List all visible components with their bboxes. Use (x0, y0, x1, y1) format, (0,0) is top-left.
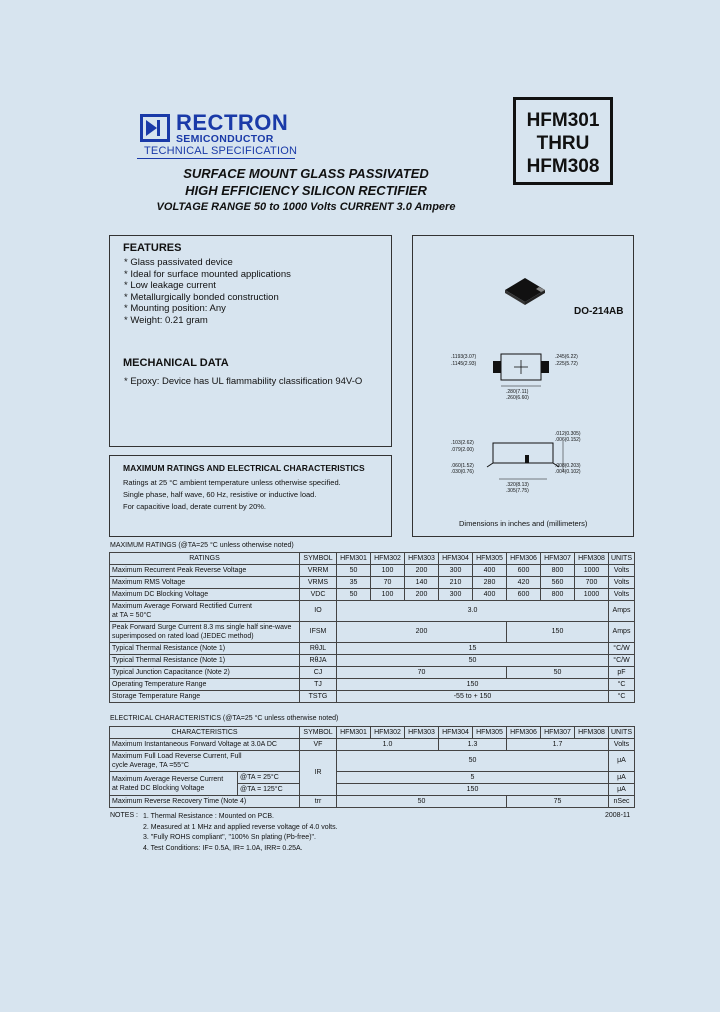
cell: 1.0 (337, 739, 439, 751)
table-row (110, 667, 635, 679)
row-label (110, 751, 300, 772)
ratings-note-box (109, 455, 392, 537)
features-heading: FEATURES (123, 242, 182, 254)
dim-label: .225(5.72) (555, 361, 578, 367)
cell: 200 (405, 589, 439, 601)
row-label-line: Peak Forward Surge Current 8.3 ms single half sine-wave (112, 624, 292, 631)
dim-label: .260(6.60) (506, 395, 529, 401)
note-item: 2. Measured at 1 MHz and applied reverse voltage of 4.0 volts. (143, 823, 338, 831)
row-unit: μA (609, 784, 635, 796)
brand-sub: SEMICONDUCTOR (176, 133, 274, 145)
max-ratings-table (109, 552, 635, 703)
dimension-note: Dimensions in inches and (millimeters) (459, 519, 588, 528)
cell: 35 (337, 577, 371, 589)
header-cell: HFM303 (405, 727, 439, 739)
row-label: Maximum DC Blocking Voltage (110, 589, 300, 601)
header-cell: HFM305 (473, 727, 507, 739)
header-cell: HFM304 (439, 727, 473, 739)
max-ratings-title: MAXIMUM RATINGS (@TA=25 °C unless otherwise noted) (110, 542, 294, 549)
row-label-line: cycle Average, TA =55°C (112, 762, 189, 769)
table-row (110, 655, 635, 667)
header-cell: SYMBOL (300, 553, 337, 565)
header-cell: UNITS (609, 727, 635, 739)
logo-divider (137, 158, 295, 159)
row-label: Maximum RMS Voltage (110, 577, 300, 589)
elec-table (109, 726, 635, 808)
dim-label: .079(2.00) (451, 447, 474, 453)
cell: 50 (507, 667, 609, 679)
cell: 200 (337, 622, 507, 643)
brand-name: RECTRON (176, 110, 289, 135)
cell: 150 (337, 784, 609, 796)
header-cell: HFM301 (337, 727, 371, 739)
row-unit: °C/W (609, 655, 635, 667)
dim-label: .030(0.76) (451, 469, 474, 475)
cell: 50 (337, 565, 371, 577)
note-item: 1. Thermal Resistance : Mounted on PCB. (143, 813, 274, 820)
ratings-heading: MAXIMUM RATINGS AND ELECTRICAL CHARACTERISTICS (123, 463, 365, 473)
cell: 150 (507, 622, 609, 643)
row-label-line: at TA = 50°C (112, 612, 152, 619)
row-label (110, 601, 300, 622)
cell: 280 (473, 577, 507, 589)
cell: 300 (439, 565, 473, 577)
row-label: Maximum Reverse Recovery Time (Note 4) (110, 796, 300, 808)
table-row (110, 691, 635, 703)
row-symbol: VRRM (300, 565, 337, 577)
row-label-line: superimposed on rated load (JEDEC method) (112, 633, 254, 640)
elec-title: ELECTRICAL CHARACTERISTICS (@TA=25 °C unless otherwise noted) (110, 715, 339, 722)
feature-item: * Glass passivated device (124, 257, 233, 268)
row-symbol: VRMS (300, 577, 337, 589)
header-cell: RATINGS (110, 553, 300, 565)
notes-list (143, 812, 338, 854)
title-line-2: HIGH EFFICIENCY SILICON RECTIFIER (185, 183, 427, 198)
row-unit: pF (609, 667, 635, 679)
dim-label: .305(7.75) (506, 488, 529, 494)
cell: 5 (337, 772, 609, 784)
table-row (110, 751, 635, 772)
row-symbol: RθJA (300, 655, 337, 667)
row-label-line: at Rated DC Blocking Voltage (112, 784, 205, 792)
feature-item: * Weight: 0.21 gram (124, 314, 208, 326)
dim-label: .004(0.102) (555, 469, 581, 475)
row-symbol: VF (300, 739, 337, 751)
row-symbol: TJ (300, 679, 337, 691)
header-cell: HFM303 (405, 553, 439, 565)
header-cell: HFM308 (575, 727, 609, 739)
table-header (110, 553, 635, 565)
cell: 800 (541, 589, 575, 601)
dim-label: .060(1.52) (451, 463, 474, 469)
cell: 600 (507, 589, 541, 601)
condition-cell: @TA = 25°C (238, 772, 300, 784)
row-unit: Volts (609, 739, 635, 751)
header-cell: HFM302 (371, 553, 405, 565)
header-cell: HFM308 (575, 553, 609, 565)
row-label: Maximum Recurrent Peak Reverse Voltage (110, 565, 300, 577)
row-unit: μA (609, 751, 635, 772)
cell: 1.7 (507, 739, 609, 751)
package-label: DO-214AB (574, 306, 624, 317)
cell: 70 (371, 577, 405, 589)
table-row (110, 739, 635, 751)
row-label: Typical Thermal Resistance (Note 1) (110, 655, 300, 667)
header-cell: HFM306 (507, 553, 541, 565)
row-unit: °C/W (609, 643, 635, 655)
ratings-note-line: For capacitive load, derate current by 20%. (123, 502, 266, 511)
table-row (110, 679, 635, 691)
row-label: Storage Temperature Range (110, 691, 300, 703)
feature-item: * Ideal for surface mounted applications (124, 268, 291, 280)
row-symbol: CJ (300, 667, 337, 679)
header-cell: HFM305 (473, 553, 507, 565)
dim-label: .006(0.152) (555, 437, 581, 443)
row-unit: Volts (609, 577, 635, 589)
cell: 3.0 (337, 601, 609, 622)
table-row (110, 622, 635, 643)
header-cell: HFM307 (541, 727, 575, 739)
cell: 200 (405, 565, 439, 577)
row-symbol: trr (300, 796, 337, 808)
dim-label: .008(0.203) (555, 463, 581, 469)
cell: 1000 (575, 589, 609, 601)
header-cell: UNITS (609, 553, 635, 565)
cell: 50 (337, 751, 609, 772)
row-symbol: TSTG (300, 691, 337, 703)
row-symbol: VDC (300, 589, 337, 601)
revision-date: 2008-11 (605, 812, 631, 819)
mechanical-item: * Epoxy: Device has UL flammability classification 94V-O (124, 376, 363, 387)
cell: 560 (541, 577, 575, 589)
package-3d-icon (501, 274, 549, 308)
ratings-note-line: Ratings at 25 °C ambient temperature unless otherwise specified. (123, 478, 341, 487)
cell: 800 (541, 565, 575, 577)
row-unit: μA (609, 772, 635, 784)
cell: 70 (337, 667, 507, 679)
part-line-3: HFM308 (526, 156, 600, 177)
table-row (110, 796, 635, 808)
row-symbol: RθJL (300, 643, 337, 655)
row-label-line: Maximum Average Forward Rectified Current (112, 603, 252, 610)
cell: 100 (371, 565, 405, 577)
header-cell: SYMBOL (300, 727, 337, 739)
row-label (110, 772, 238, 796)
mechanical-heading: MECHANICAL DATA (123, 357, 229, 369)
table-row (110, 589, 635, 601)
row-unit: nSec (609, 796, 635, 808)
row-unit: °C (609, 691, 635, 703)
cell: 400 (473, 565, 507, 577)
title-line-1: SURFACE MOUNT GLASS PASSIVATED (183, 166, 429, 181)
feature-item: * Low leakage current (124, 280, 216, 292)
table-row (110, 601, 635, 622)
row-label-line: Maximum Full Load Reverse Current, Full (112, 753, 242, 760)
header-cell: HFM302 (371, 727, 405, 739)
header-cell: HFM307 (541, 553, 575, 565)
feature-item: * Mounting position: Any (124, 303, 226, 315)
cell: 1.3 (439, 739, 507, 751)
header-cell: CHARACTERISTICS (110, 727, 300, 739)
cell: 420 (507, 577, 541, 589)
table-row (110, 772, 635, 784)
row-label: Typical Junction Capacitance (Note 2) (110, 667, 300, 679)
cell: 150 (337, 679, 609, 691)
cell: 300 (439, 589, 473, 601)
header-cell: HFM304 (439, 553, 473, 565)
features-box (109, 235, 392, 447)
cell: 400 (473, 589, 507, 601)
table-row (110, 565, 635, 577)
feature-item: * Metallurgically bonded construction (124, 291, 279, 303)
row-unit: °C (609, 679, 635, 691)
cell: -55 to + 150 (337, 691, 609, 703)
dim-label: .245(6.22) (555, 354, 578, 360)
table-row (110, 577, 635, 589)
row-label: Typical Thermal Resistance (Note 1) (110, 643, 300, 655)
cell: 600 (507, 565, 541, 577)
row-unit: Amps (609, 601, 635, 622)
ratings-note-line: Single phase, half wave, 60 Hz, resistive or inductive load. (123, 490, 317, 499)
note-item: 4. Test Conditions: IF= 0.5A, IR= 1.0A, IRR= 0.25A. (143, 844, 303, 852)
dim-label: .012(0.305) (555, 431, 581, 437)
dim-label: .103(2.62) (451, 440, 474, 446)
header-cell: HFM301 (337, 553, 371, 565)
package-box (412, 235, 634, 537)
subtitle: VOLTAGE RANGE 50 to 1000 Volts CURRENT 3.0 Ampere (156, 201, 456, 213)
cell: 15 (337, 643, 609, 655)
table-row (110, 643, 635, 655)
cell: 210 (439, 577, 473, 589)
dim-label: .320(8.13) (506, 482, 529, 488)
row-symbol: IO (300, 601, 337, 622)
cell: 75 (507, 796, 609, 808)
cell: 50 (337, 589, 371, 601)
cell: 140 (405, 577, 439, 589)
row-unit: Volts (609, 565, 635, 577)
dim-label: .280(7.11) (506, 389, 529, 395)
row-unit: Amps (609, 622, 635, 643)
note-item: 3. "Fully ROHS compliant", "100% Sn plating (Pb-free)". (143, 834, 316, 841)
row-unit: Volts (609, 589, 635, 601)
cell: 100 (371, 589, 405, 601)
cell: 50 (337, 655, 609, 667)
row-label: Operating Temperature Range (110, 679, 300, 691)
brand-spec: TECHNICAL SPECIFICATION (144, 145, 298, 157)
logo-mark-icon (140, 114, 170, 142)
part-line-2: THRU (536, 133, 590, 154)
cell: 700 (575, 577, 609, 589)
row-label-line: Maximum Average Reverse Current (112, 775, 224, 783)
row-symbol: IFSM (300, 622, 337, 643)
row-symbol: IR (300, 751, 337, 796)
dim-label: .1145(2.93) (451, 361, 477, 367)
part-line-1: HFM301 (526, 110, 600, 131)
notes-label: NOTES : (110, 812, 139, 819)
dim-label: .1193(3.07) (451, 354, 477, 360)
condition-cell: @TA = 125°C (238, 784, 300, 796)
cell: 1000 (575, 565, 609, 577)
table-header (110, 727, 635, 739)
cell: 50 (337, 796, 507, 808)
row-label (110, 622, 300, 643)
header-cell: HFM306 (507, 727, 541, 739)
row-label: Maximum Instantaneous Forward Voltage at 3.0A DC (110, 739, 300, 751)
